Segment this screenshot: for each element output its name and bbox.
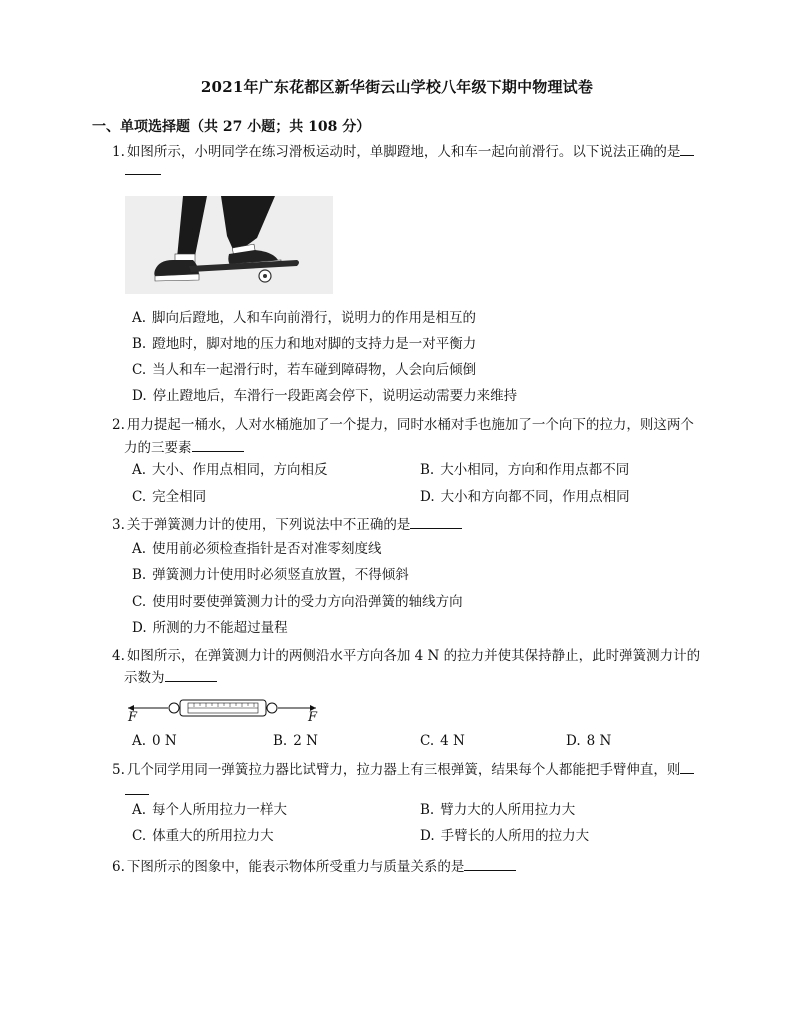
- option-text: 大小、作用点相同，方向相反: [152, 462, 328, 478]
- question-number: 3.: [112, 517, 125, 533]
- option-text: 8 N: [586, 733, 612, 749]
- question-number: 2.: [112, 417, 125, 433]
- option-text: 0 N: [152, 733, 177, 749]
- option-text: 2 N: [293, 733, 318, 749]
- option-text: 所测的力不能超过量程: [152, 620, 288, 636]
- page-title: 2021年广东花都区新华街云山学校八年级下期中物理试卷: [200, 78, 594, 96]
- answer-blank: [165, 667, 217, 682]
- q4-option-b[interactable]: [273, 731, 318, 751]
- q5-option-b[interactable]: [420, 800, 575, 820]
- q3-option-c[interactable]: [132, 592, 463, 612]
- q4-option-d[interactable]: [566, 731, 611, 751]
- skateboard-illustration: [125, 196, 333, 294]
- question-text: 关于弹簧测力计的使用，下列说法中不正确的是: [126, 517, 411, 533]
- answer-blank: [410, 514, 462, 529]
- option-text: 4 N: [440, 733, 465, 749]
- option-letter: A.: [132, 310, 147, 326]
- q1-option-a[interactable]: [132, 308, 476, 328]
- option-letter: D.: [420, 489, 435, 505]
- q2-option-b[interactable]: [420, 460, 629, 480]
- question-4: [112, 645, 732, 667]
- question-text: 如图所示，小明同学在练习滑板运动时，单脚蹬地，人和车一起向前滑行。以下说法正确的是: [126, 144, 681, 160]
- answer-blank-continued: [125, 174, 161, 175]
- option-text: 臂力大的人所用拉力大: [440, 802, 576, 818]
- option-text: 脚向后蹬地，人和车向前滑行，说明力的作用是相互的: [152, 310, 477, 326]
- question-4-line2: [124, 667, 217, 689]
- q1-option-d[interactable]: [132, 386, 517, 406]
- option-text: 蹬地时，脚对地的压力和地对脚的支持力是一对平衡力: [152, 336, 477, 352]
- option-letter: B.: [273, 733, 288, 749]
- force-label-left: F: [128, 710, 138, 725]
- option-letter: B.: [132, 567, 147, 583]
- option-letter: B.: [420, 462, 435, 478]
- question-number: 6.: [112, 859, 125, 875]
- answer-blank: [192, 437, 244, 452]
- section-heading: 一、单项选择题（共 27 小题；共 108 分）: [92, 119, 371, 135]
- spring-scale-illustration: [122, 690, 322, 730]
- q3-option-b[interactable]: [132, 565, 409, 585]
- option-letter: A.: [132, 802, 147, 818]
- option-text: 大小和方向都不同，作用点相同: [440, 489, 630, 505]
- q3-option-a[interactable]: [132, 539, 382, 559]
- q4-option-c[interactable]: [420, 731, 465, 751]
- force-label-right: F: [308, 710, 318, 725]
- option-letter: C.: [132, 594, 147, 610]
- option-letter: C.: [132, 828, 147, 844]
- option-letter: D.: [566, 733, 581, 749]
- answer-blank-continued: [125, 794, 149, 795]
- option-letter: A.: [132, 541, 147, 557]
- option-letter: D.: [420, 828, 435, 844]
- spring-scale-figure: [122, 690, 322, 730]
- question-3: [112, 514, 732, 536]
- skateboard-image: [125, 196, 333, 294]
- option-letter: B.: [420, 802, 435, 818]
- q3-option-d[interactable]: [132, 618, 288, 638]
- q5-option-c[interactable]: [132, 826, 274, 846]
- question-text-continued: 力的三要素: [124, 440, 192, 456]
- option-text: 体重大的所用拉力大: [152, 828, 274, 844]
- answer-blank: [680, 141, 694, 156]
- q2-option-c[interactable]: [132, 487, 206, 507]
- q5-option-a[interactable]: [132, 800, 287, 820]
- question-6: [112, 856, 732, 878]
- question-2-line2: [124, 437, 244, 459]
- option-text: 每个人所用拉力一样大: [152, 802, 288, 818]
- q2-option-d[interactable]: [420, 487, 630, 507]
- q5-option-d[interactable]: [420, 826, 589, 846]
- option-text: 大小相同，方向和作用点都不同: [440, 462, 630, 478]
- option-letter: C.: [132, 362, 147, 378]
- question-text: 如图所示，在弹簧测力计的两侧沿水平方向各加 4 N 的拉力并使其保持静止，此时弹簧测力计的: [126, 648, 701, 664]
- question-number: 1.: [112, 144, 125, 160]
- question-2: [112, 414, 732, 436]
- option-text: 弹簧测力计使用时必须竖直放置，不得倾斜: [152, 567, 409, 583]
- answer-blank: [680, 759, 694, 774]
- option-text: 当人和车一起滑行时，若车碰到障碍物，人会向后倾倒: [152, 362, 477, 378]
- question-number: 4.: [112, 648, 125, 664]
- question-text: 下图所示的图象中，能表示物体所受重力与质量关系的是: [126, 859, 465, 875]
- question-text: 用力提起一桶水，人对水桶施加了一个提力，同时水桶对手也施加了一个向下的拉力，则这两个: [126, 417, 694, 433]
- option-letter: C.: [132, 489, 147, 505]
- q4-option-a[interactable]: [132, 731, 177, 751]
- q1-option-c[interactable]: [132, 360, 476, 380]
- option-text: 完全相同: [152, 489, 207, 505]
- answer-blank: [464, 856, 516, 871]
- option-letter: B.: [132, 336, 147, 352]
- question-number: 5.: [112, 762, 125, 778]
- option-text: 使用前必须检查指针是否对准零刻度线: [152, 541, 382, 557]
- q1-option-b[interactable]: [132, 334, 476, 354]
- option-text: 使用时要使弹簧测力计的受力方向沿弹簧的轴线方向: [152, 594, 463, 610]
- option-letter: A.: [132, 733, 147, 749]
- option-text: 停止蹬地后，车滑行一段距离会停下，说明运动需要力来维持: [152, 388, 518, 404]
- option-letter: D.: [132, 620, 147, 636]
- option-letter: C.: [420, 733, 435, 749]
- option-letter: D.: [132, 388, 147, 404]
- question-5: [112, 759, 732, 781]
- question-text: 几个同学用同一弹簧拉力器比试臂力，拉力器上有三根弹簧，结果每个人都能把手臂伸直，则: [126, 762, 681, 778]
- q2-option-a[interactable]: [132, 460, 328, 480]
- option-text: 手臂长的人所用的拉力大: [440, 828, 590, 844]
- option-letter: A.: [132, 462, 147, 478]
- question-text-continued: 示数为: [124, 670, 165, 686]
- question-1: [112, 141, 732, 163]
